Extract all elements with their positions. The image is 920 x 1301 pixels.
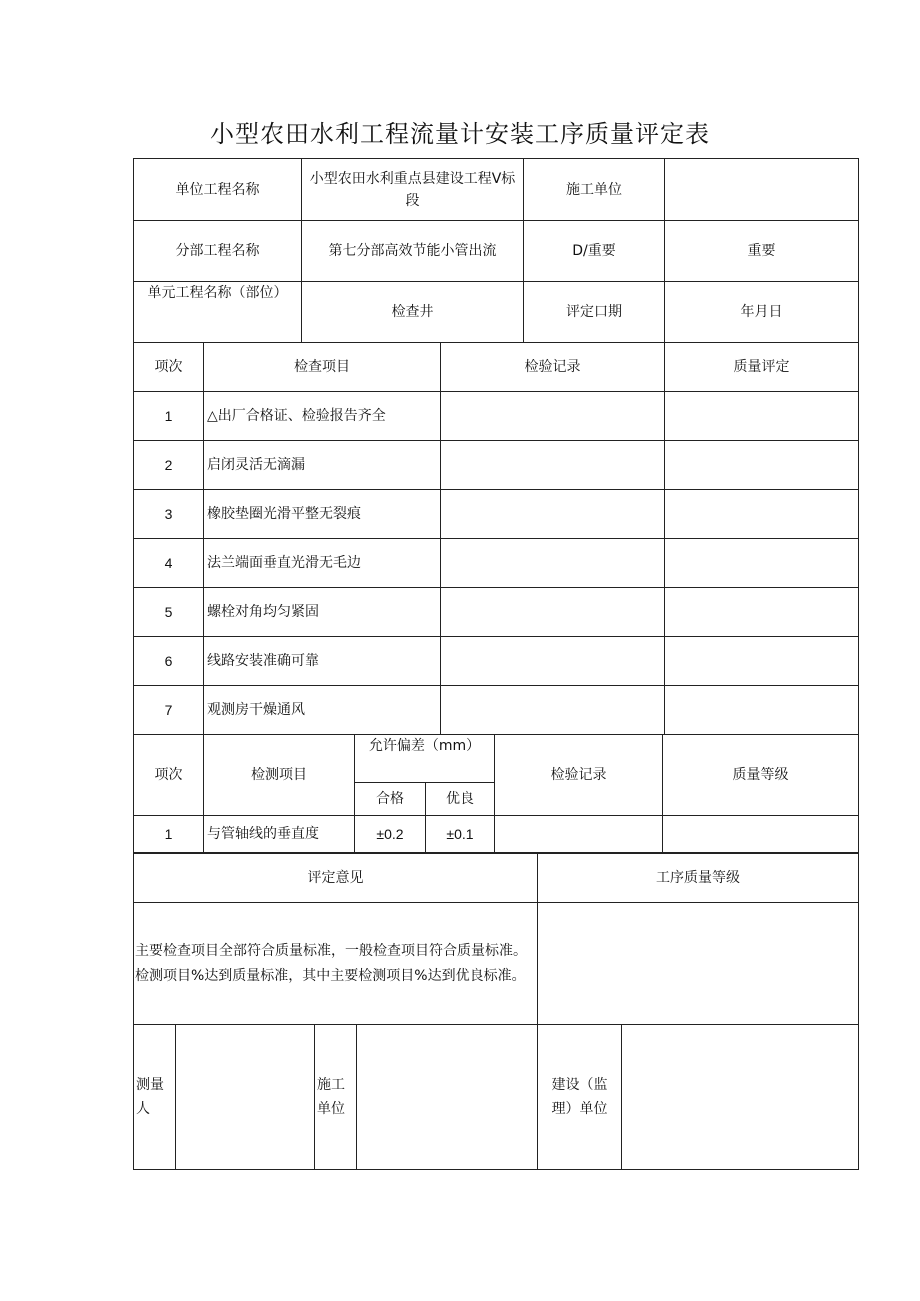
signature-table xyxy=(133,1024,859,1170)
row-record xyxy=(441,637,665,686)
eval-date-label: 评定口期 xyxy=(524,282,665,343)
construction-unit-value xyxy=(665,159,859,221)
measurement-col-no: 项次 xyxy=(134,735,204,816)
table-row xyxy=(134,490,859,539)
measurement-table xyxy=(133,734,859,853)
eval-date-value: 年月日 xyxy=(665,282,859,343)
inspection-col-grade: 质量评定 xyxy=(665,343,859,392)
row-record xyxy=(441,588,665,637)
row-item: △出厂合格证、检验报告齐全 xyxy=(204,392,441,441)
row-no: 5 xyxy=(134,588,204,637)
row-record xyxy=(495,816,663,853)
row-item: 橡胶垫圈光滑平整无裂痕 xyxy=(204,490,441,539)
row-item: 法兰端面垂直光滑无毛边 xyxy=(204,539,441,588)
row-record xyxy=(441,441,665,490)
row-item: 启闭灵活无滴漏 xyxy=(204,441,441,490)
row-grade xyxy=(665,588,859,637)
row-item: 观测房干燥通风 xyxy=(204,686,441,735)
unit-project-label: 单位工程名称 xyxy=(134,159,302,221)
row-no: 3 xyxy=(134,490,204,539)
row-item: 与管轴线的垂直度 xyxy=(204,816,355,853)
row-grade xyxy=(665,490,859,539)
construction-unit-signature xyxy=(357,1025,538,1170)
sub-project-value: 第七分部高效节能小管出流 xyxy=(302,221,524,282)
header-table xyxy=(133,158,859,343)
row-grade xyxy=(665,441,859,490)
measurement-col-excellent: 优良 xyxy=(426,783,495,816)
inspection-table xyxy=(133,342,859,735)
table-row xyxy=(134,637,859,686)
supervision-unit-signature xyxy=(622,1025,859,1170)
row-no: 6 xyxy=(134,637,204,686)
inspection-col-item: 检查项目 xyxy=(204,343,441,392)
row-grade xyxy=(663,816,859,853)
row-no: 4 xyxy=(134,539,204,588)
opinion-text: 主要检查项目全部符合质量标准，一般检查项目符合质量标准。检测项目%达到质量标准，其中主要检测项目%达到优良标准。 xyxy=(134,903,538,1025)
table-row xyxy=(134,588,859,637)
measurement-col-grade: 质量等级 xyxy=(663,735,859,816)
element-project-value: 检查井 xyxy=(302,282,524,343)
row-no: 7 xyxy=(134,686,204,735)
row-no: 2 xyxy=(134,441,204,490)
supervision-unit-label: 建设（监理）单位 xyxy=(538,1025,622,1170)
unit-project-value: 小型农田水利重点县建设工程Ⅴ标段 xyxy=(302,159,524,221)
row-record xyxy=(441,686,665,735)
row-pass: ±0.2 xyxy=(355,816,426,853)
measurement-col-record: 检验记录 xyxy=(495,735,663,816)
table-row xyxy=(134,686,859,735)
table-row xyxy=(134,539,859,588)
measurement-col-pass: 合格 xyxy=(355,783,426,816)
evaluation-table xyxy=(133,853,859,1025)
construction-unit-label: 施工单位 xyxy=(524,159,665,221)
inspection-col-record: 检验记录 xyxy=(441,343,665,392)
process-grade-label: 工序质量等级 xyxy=(538,854,859,903)
row-item: 螺栓对角均匀紧固 xyxy=(204,588,441,637)
row-no: 1 xyxy=(134,816,204,853)
surveyor-signature xyxy=(176,1025,315,1170)
table-row xyxy=(134,392,859,441)
row-grade xyxy=(665,539,859,588)
row-no: 1 xyxy=(134,392,204,441)
row-record xyxy=(441,392,665,441)
row-record xyxy=(441,490,665,539)
row-grade xyxy=(665,392,859,441)
surveyor-label: 测量人 xyxy=(134,1025,176,1170)
row-record xyxy=(441,539,665,588)
row-item: 线路安装准确可靠 xyxy=(204,637,441,686)
importance-value: 重要 xyxy=(665,221,859,282)
inspection-col-no: 项次 xyxy=(134,343,204,392)
sub-project-label: 分部工程名称 xyxy=(134,221,302,282)
measurement-col-tolerance: 允许偏差（mm） xyxy=(355,735,495,783)
construction-unit-sign-label: 施工单位 xyxy=(315,1025,357,1170)
process-grade-value xyxy=(538,903,859,1025)
row-grade xyxy=(665,686,859,735)
opinion-label: 评定意见 xyxy=(134,854,538,903)
measurement-col-item: 检测项目 xyxy=(204,735,355,816)
table-row xyxy=(134,441,859,490)
page-title: 小型农田水利工程流量计安装工序质量评定表 xyxy=(210,120,710,148)
row-grade xyxy=(665,637,859,686)
row-excellent: ±0.1 xyxy=(426,816,495,853)
importance-label: D/重要 xyxy=(524,221,665,282)
element-project-label: 单元工程名称（部位） xyxy=(134,282,302,343)
table-row xyxy=(134,816,859,853)
